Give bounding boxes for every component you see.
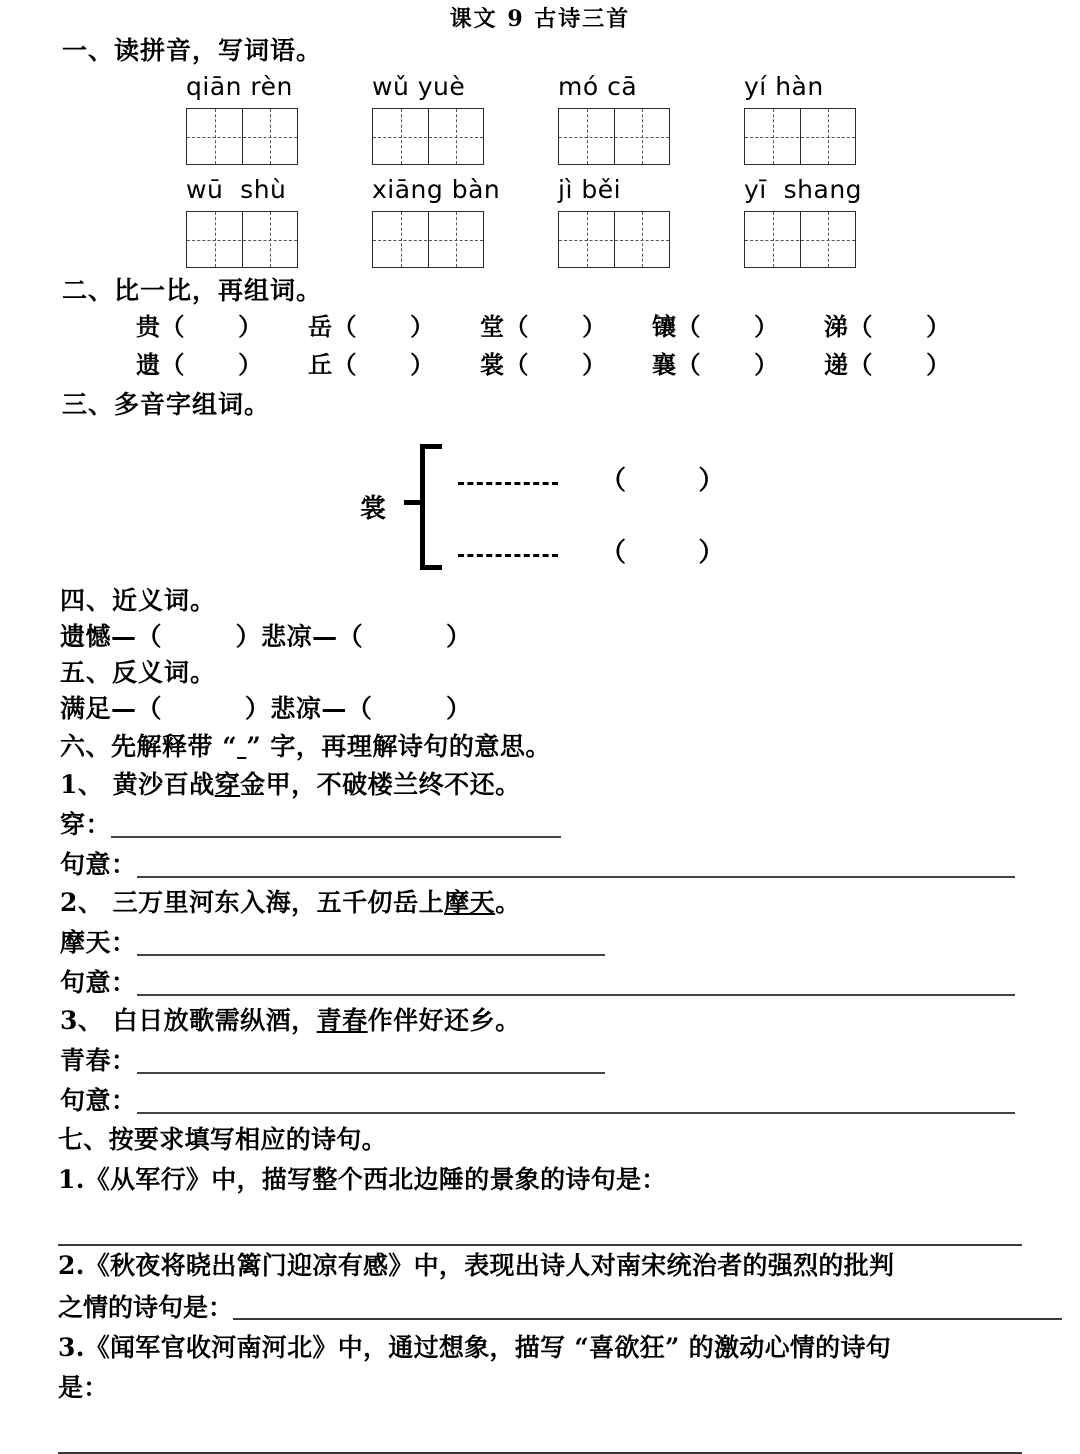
compare-row-1 xyxy=(0,308,1080,346)
character-grid-box[interactable] xyxy=(558,211,670,268)
answer-blank-line[interactable] xyxy=(137,954,605,956)
fill-question-1 xyxy=(0,1160,1080,1200)
polyphone-character: 裳 xyxy=(360,494,387,524)
pinyin-label-3: mó cā xyxy=(558,72,638,101)
compare-item[interactable]: 涕（ ） xyxy=(824,312,951,341)
question-text-continued: 之情的诗句是： xyxy=(58,1293,234,1322)
section-6-heading-pre: 六、先解释带 “ xyxy=(60,732,238,761)
question-text: 《闻军官收河南河北》中，通过想象，描写 “喜欲狂” 的激动心情的诗句 xyxy=(84,1333,892,1362)
answer-row-word-1 xyxy=(0,804,1080,844)
compare-item[interactable]: 镶（ ） xyxy=(652,312,779,341)
answer-blank-line[interactable] xyxy=(137,1112,1015,1114)
poem-text-pre: 白日放歌需纵酒， xyxy=(103,1006,317,1035)
grid-box-wrap-3 xyxy=(558,108,744,165)
character-grid-box[interactable] xyxy=(372,108,484,165)
character-grid-box[interactable] xyxy=(186,108,298,165)
fill-question-3-line2: 是： xyxy=(58,1373,109,1402)
fill-question-2-line2 xyxy=(0,1286,1080,1328)
poem-line-1 xyxy=(0,766,1080,804)
answer-space-1[interactable] xyxy=(0,1200,1080,1244)
poem-number: 1、 xyxy=(60,770,104,799)
compare-item[interactable]: 贵（ ） xyxy=(136,312,263,341)
poem-text-post: 。 xyxy=(495,888,521,917)
pinyin-label-1: qiān rèn xyxy=(186,72,293,101)
poem-line-3 xyxy=(0,1002,1080,1040)
section-3-heading: 三、多音字组词。 xyxy=(62,390,271,419)
grid-box-wrap-6 xyxy=(372,211,558,268)
poem-text-pre: 黄沙百战 xyxy=(103,770,215,799)
character-grid-row-1 xyxy=(0,108,1080,165)
answer-row-meaning-1 xyxy=(0,844,1080,884)
grid-guide-line xyxy=(559,137,669,138)
question-number: 3. xyxy=(58,1333,85,1362)
grid-guide-line xyxy=(373,240,483,241)
poem-text-pre: 三万里河东入海，五千仞岳上 xyxy=(103,888,445,917)
polyphone-answer-paren-1[interactable]: （ ） xyxy=(600,466,725,496)
character-grid-box[interactable] xyxy=(186,211,298,268)
poem-key-word: 穿 xyxy=(214,770,241,799)
compare-item[interactable]: 裳（ ） xyxy=(480,350,607,379)
grid-guide-line xyxy=(559,240,669,241)
pinyin-label-2: wǔ yuè xyxy=(372,72,466,101)
answer-row-meaning-3 xyxy=(0,1080,1080,1120)
grid-guide-line xyxy=(187,240,297,241)
page-title: 课文 9 古诗三首 xyxy=(449,6,631,32)
compare-item[interactable]: 遗（ ） xyxy=(136,350,263,379)
answer-label: 句意： xyxy=(60,968,137,997)
pinyin-label-4: yí hàn xyxy=(744,72,824,101)
section-4-heading: 四、近义词。 xyxy=(60,586,217,615)
pinyin-label-5: wū shù xyxy=(186,175,287,204)
compare-item[interactable]: 堂（ ） xyxy=(480,312,607,341)
synonym-row[interactable]: 遗憾—（ ）悲凉—（ ） xyxy=(60,622,472,651)
answer-label: 摩天： xyxy=(60,928,137,957)
answer-blank-line[interactable] xyxy=(137,876,1015,878)
answer-blank-line[interactable] xyxy=(137,994,1015,996)
grid-box-wrap-4 xyxy=(744,108,930,165)
compare-item[interactable]: 岳（ ） xyxy=(308,312,435,341)
character-grid-row-2 xyxy=(0,211,1080,268)
section-7-heading: 七、按要求填写相应的诗句。 xyxy=(58,1125,387,1154)
answer-blank-line[interactable] xyxy=(233,1318,1062,1320)
grid-box-wrap-2 xyxy=(372,108,558,165)
grid-guide-line xyxy=(745,240,855,241)
brace-stem-icon xyxy=(404,500,424,505)
character-grid-box[interactable] xyxy=(744,108,856,165)
poem-text-post: 作伴好还乡。 xyxy=(367,1006,521,1035)
polyphone-diagram xyxy=(0,442,1080,584)
answer-label: 句意： xyxy=(60,1086,137,1115)
section-6-heading-underline xyxy=(237,732,246,761)
character-grid-box[interactable] xyxy=(744,211,856,268)
compare-item[interactable]: 襄（ ） xyxy=(652,350,779,379)
question-number: 2. xyxy=(58,1251,85,1280)
answer-blank-line[interactable] xyxy=(137,1072,605,1074)
answer-label: 青春： xyxy=(60,1046,137,1075)
section-6-heading xyxy=(0,728,1080,766)
grid-guide-line xyxy=(187,137,297,138)
section-1-heading: 一、读拼音，写词语。 xyxy=(62,36,323,65)
pinyin-label-8: yī shang xyxy=(744,175,863,204)
answer-row-word-3 xyxy=(0,1040,1080,1080)
section-2-heading: 二、比一比，再组词。 xyxy=(62,276,323,305)
answer-label: 句意： xyxy=(60,850,137,879)
question-number: 1. xyxy=(58,1165,85,1194)
poem-key-word: 摩天 xyxy=(444,888,496,917)
answer-row-word-2 xyxy=(0,922,1080,962)
poem-line-2 xyxy=(0,884,1080,922)
answer-label: 穿： xyxy=(60,810,112,839)
grid-guide-line xyxy=(373,137,483,138)
grid-guide-line xyxy=(745,137,855,138)
brace-icon xyxy=(420,444,442,570)
grid-box-wrap-5 xyxy=(186,211,372,268)
compare-item[interactable]: 递（ ） xyxy=(824,350,951,379)
poem-number: 2、 xyxy=(60,888,104,917)
poem-number: 3、 xyxy=(60,1006,104,1035)
poem-key-word: 青春 xyxy=(316,1006,368,1035)
fill-question-3-line1 xyxy=(0,1328,1080,1368)
poem-text-post: 金甲，不破楼兰终不还。 xyxy=(240,770,521,799)
answer-blank-line[interactable] xyxy=(111,836,561,838)
pinyin-row-1 xyxy=(0,70,1080,104)
pinyin-row-2 xyxy=(0,173,1080,207)
pinyin-label-7: jì běi xyxy=(558,175,622,204)
polyphone-answer-paren-2[interactable]: （ ） xyxy=(600,538,725,568)
pinyin-label-6: xiāng bàn xyxy=(372,175,501,204)
section-6-heading-post: ” 字，再理解诗句的意思。 xyxy=(246,732,551,761)
question-text: 《从军行》中，描写整个西北边陲的景象的诗句是： xyxy=(84,1165,667,1194)
section-5-heading: 五、反义词。 xyxy=(60,658,217,687)
polyphone-blank-line-2[interactable] xyxy=(458,554,558,557)
answer-row-meaning-2 xyxy=(0,962,1080,1002)
question-text: 《秋夜将晓出篱门迎凉有感》中，表现出诗人对南宋统治者的强烈的批判 xyxy=(84,1251,895,1280)
grid-box-wrap-8 xyxy=(744,211,930,268)
grid-box-wrap-7 xyxy=(558,211,744,268)
antonym-row[interactable]: 满足—（ ）悲凉—（ ） xyxy=(60,694,472,723)
compare-row-2 xyxy=(0,346,1080,384)
section-1-pinyin-block xyxy=(0,70,1080,268)
fill-question-2-line1 xyxy=(0,1246,1080,1286)
character-grid-box[interactable] xyxy=(372,211,484,268)
compare-item[interactable]: 丘（ ） xyxy=(308,350,435,379)
answer-space-3[interactable] xyxy=(0,1408,1080,1452)
character-grid-box[interactable] xyxy=(558,108,670,165)
grid-box-wrap-1 xyxy=(186,108,372,165)
polyphone-blank-line-1[interactable] xyxy=(458,482,558,485)
